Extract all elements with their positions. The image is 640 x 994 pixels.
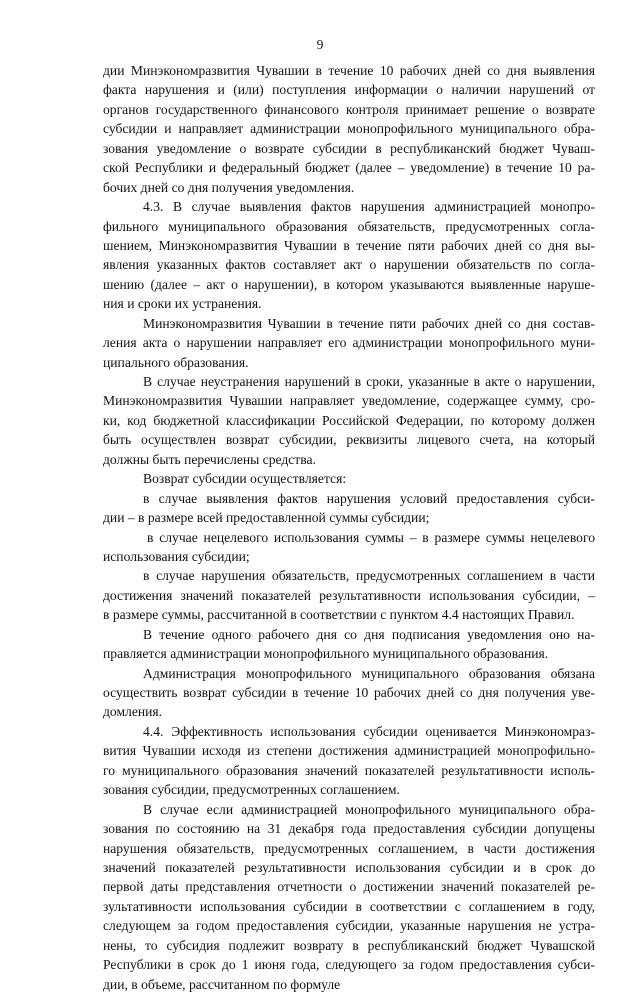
text-line: Возврат субсидии осуществляется:	[143, 471, 347, 487]
text-line: ния и сроки их устранения.	[103, 296, 262, 312]
text-line: бочих дней со дня получения уведомления.	[103, 179, 355, 195]
text-line: зования уведомление о возврате субсидии в республиканский бюджет Чуваш-	[103, 140, 595, 156]
text-line: ки, код бюджетной классификации Российской Федерации, по которому должен	[103, 412, 595, 428]
text-line: 4.4. Эффективность использования субсидии оценивается Минэкономраз-	[143, 723, 595, 739]
text-line: ления акта о нарушении направляет его администрации монопрофильного муни-	[103, 335, 595, 351]
text-line: В течение одного рабочего дня со дня подписания уведомления оно на-	[143, 626, 595, 642]
text-line: в случае выявления фактов нарушения условий предоставления субси-	[143, 490, 595, 506]
text-line: первой даты представления отчетности о достижении значений показателей ре-	[103, 879, 595, 895]
text-line: зования по состоянию на 31 декабря года предоставления субсидии допущены	[103, 821, 595, 837]
text-line: В случае неустранения нарушений в сроки, указанные в акте о нарушении,	[143, 374, 595, 389]
text-line: шением, Минэкономразвития Чувашии в течение пяти рабочих дней со дня вы-	[103, 237, 595, 253]
text-line: следующем за годом предоставления субсидии, указанные нарушения не устра-	[103, 918, 595, 934]
text-line: 4.3. В случае выявления фактов нарушения администрацией монопро-	[143, 199, 595, 215]
text-line: осуществить возврат субсидии в течение 10 рабочих дней со дня получения уве-	[103, 685, 595, 700]
text-line: Минэкономразвития Чувашии направляет уведомление, содержащее сумму, сро-	[103, 393, 595, 409]
text-line: в случае нарушения обязательств, предусмотренных соглашением в части	[143, 568, 595, 584]
text-line: шению (далее – акт о нарушении), в котором указываются выявленные наруше-	[103, 276, 595, 292]
text-line: факта нарушения и (или) поступления информации о наличии нарушений от	[103, 82, 595, 98]
text-line: дии Минэкономразвития Чувашии в течение 10 рабочих дней со дня выявления	[103, 63, 595, 78]
text-line: правляется администрации монопрофильного муниципального образования.	[103, 646, 549, 662]
text-line: субсидии и направляет администрации монопрофильного муниципального обра-	[103, 121, 595, 137]
text-line: должны быть перечислены средства.	[103, 451, 316, 467]
text-line: дии, в объеме, рассчитанном по формуле	[103, 976, 341, 992]
text-line: вития Чувашии исходя из степени достижения администрацией монопрофильно-	[103, 743, 595, 759]
body-text	[103, 61, 595, 994]
text-line: быть осуществлен возврат субсидии, реквизиты лицевого счета, на который	[103, 432, 595, 448]
text-line: ской Республики и федеральный бюджет (далее – уведомление) в течение 10 ра-	[103, 160, 595, 176]
text-line: зования субсидии, предусмотренных соглашением.	[103, 782, 400, 798]
text-line: в размере суммы, рассчитанной в соответствии с пунктом 4.4 настоящих Правил.	[103, 607, 575, 623]
text-line: достижения значений показателей результативности использования субсидии, –	[103, 587, 595, 603]
text-line: ципального образования.	[103, 354, 249, 370]
text-line: использования субсидии;	[103, 548, 250, 564]
text-line: Администрация монопрофильного муниципального образования обязана	[143, 665, 595, 681]
page-number: 9	[316, 37, 324, 52]
text-line: явления указанных фактов составляет акт о нарушении обязательств по согла-	[103, 257, 595, 273]
text-line: нены, то субсидия подлежит возврату в республиканский бюджет Чувашской	[103, 937, 595, 953]
text-line: зультативности использования субсидии в соответствии с соглашением в году,	[103, 898, 595, 914]
text-line: в случае нецелевого использования суммы – в размере суммы нецелевого	[147, 529, 595, 545]
text-line: значений показателей результативности использования субсидии и в срок до	[103, 859, 595, 875]
text-line: В случае если администрацией монопрофильного муниципального обра-	[143, 801, 595, 817]
text-line: Минэкономразвития Чувашии в течение пяти рабочих дней со дня состав-	[143, 315, 595, 331]
text-line: дии – в размере всей предоставленной суммы субсидии;	[103, 510, 430, 526]
text-line: го муниципального образования значений показателей результативности исполь-	[103, 762, 595, 778]
text-line: домления.	[103, 704, 163, 720]
text-line: Республики в срок до 1 июня года, следующего за годом предоставления субси-	[103, 957, 595, 973]
text-line: нарушения обязательств, предусмотренных соглашением, в части достижения	[103, 840, 595, 856]
text-line: органов государственного финансового контроля принимает решение о возврате	[103, 101, 595, 117]
text-line: фильного муниципального образования обязательств, предусмотренных согла-	[103, 218, 595, 234]
